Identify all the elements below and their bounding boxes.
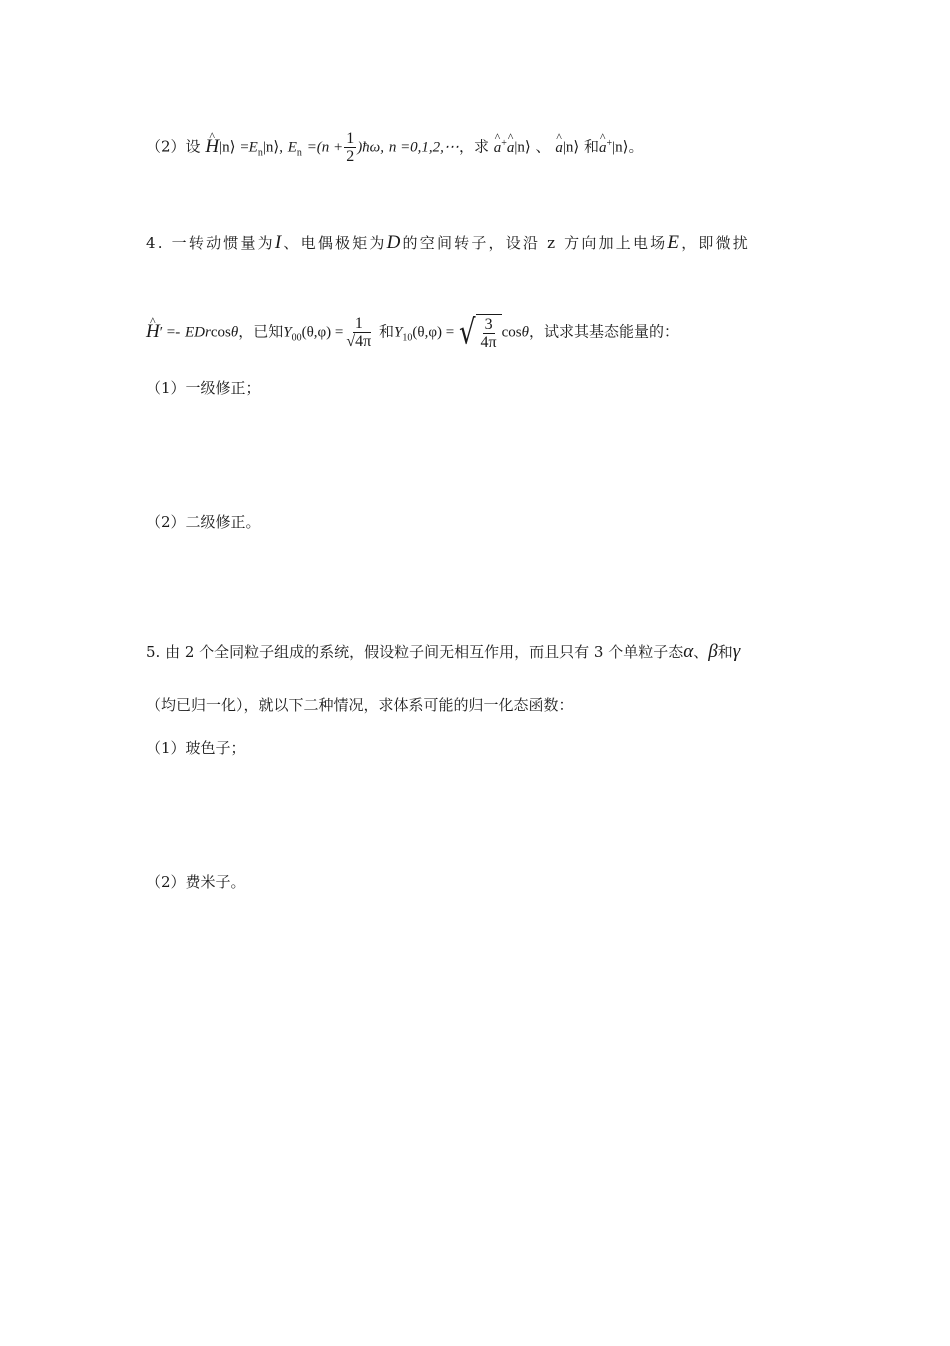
q4-line1 <box>146 233 750 253</box>
y10-subscript: 10 <box>402 332 413 344</box>
beta-symbol: β <box>708 641 718 662</box>
perturbation-hamiltonian: ^ H <box>146 321 160 342</box>
hbar-omega: )ħω, <box>357 139 385 156</box>
args-2: (θ,φ) = <box>412 324 455 341</box>
ket-n-4: |n⟩ <box>562 139 580 156</box>
n-range: n =0,1,2,⋯ <box>388 139 459 156</box>
alpha-symbol: α <box>683 641 694 662</box>
energy-symbol: E <box>248 139 258 156</box>
and-text-2: 和 <box>379 322 395 341</box>
theta-1: θ <box>230 324 239 341</box>
equals-sign: = <box>240 139 249 156</box>
q4-text-c: 的空间转子，设沿 z 方向加上电场 <box>402 234 668 252</box>
q5-sep: 、 <box>693 643 709 661</box>
inertia-symbol: I <box>274 232 284 253</box>
field-symbol: E <box>667 232 682 253</box>
edr-term: EDr <box>185 324 211 341</box>
q5-line1 <box>146 642 740 662</box>
dipole-symbol: D <box>386 232 403 253</box>
separator: 、 <box>535 137 551 156</box>
q3-part2-label: （2）设 <box>146 137 201 156</box>
energy-formula-start: =(n + <box>306 139 344 156</box>
q3-part2-line <box>146 130 643 165</box>
known-text: ，已知 <box>238 322 284 341</box>
q4-part2: （2）二级修正。 <box>146 513 261 531</box>
q5-line2: （均已归一化），就以下二种情况，求体系可能的归一化态函数： <box>146 696 574 714</box>
ket-n-5: |n⟩ <box>612 139 629 156</box>
y-symbol: Y <box>283 324 292 341</box>
energy-symbol-2: E <box>287 139 297 156</box>
ket-n-comma: |n⟩, <box>262 139 283 156</box>
y00-subscript: 00 <box>291 332 302 344</box>
q4-line2 <box>146 314 679 351</box>
q5-part2: （2）费米子。 <box>146 873 246 891</box>
hamiltonian-symbol: ^ H <box>205 136 219 157</box>
theta-2: θ <box>521 324 529 341</box>
a-dagger: ^ a+ <box>599 140 612 156</box>
cos-1: cos <box>210 324 231 341</box>
y-symbol-2: Y <box>394 324 403 341</box>
q4-text-a: 4. 一转动惯量为 <box>146 234 275 252</box>
q4-text-d: ，即微扰 <box>681 234 751 252</box>
q5-and: 和 <box>717 643 733 661</box>
qiu-text: ，求 <box>458 137 489 156</box>
q5-part1: （1）玻色子； <box>146 739 246 757</box>
prime-equals: ′ =- <box>159 324 181 341</box>
args-1: (θ,φ) = <box>301 324 344 341</box>
q5-text-a: 5. 由 2 个全同粒子组成的系统，假设粒子间无相互作用，而且只有 3 个单粒子态 <box>146 643 684 661</box>
period: 。 <box>628 137 644 156</box>
ket-n-3: |n⟩ <box>514 139 531 156</box>
cos-2: cos <box>501 324 522 341</box>
q4-part1: （1）一级修正； <box>146 379 261 397</box>
q4-text-b: 、电偶极矩为 <box>283 234 387 252</box>
ket-n: |n⟩ <box>219 139 236 156</box>
fraction-one-over-sqrt: $\frac{1}{√4\pi}$ <box>346 315 372 350</box>
and-text: 和 <box>583 137 599 156</box>
a-dagger-a: ^ a+^ a <box>494 140 515 156</box>
a-operator: ^ a <box>555 140 563 156</box>
energy-subscript-2: n <box>296 147 302 159</box>
energy-subscript: n <box>257 147 263 159</box>
one-half-fraction: $\frac{1}{2}$ <box>346 130 355 165</box>
gamma-symbol: γ <box>732 641 741 662</box>
sqrt-fraction: √ $\frac{3}{4\pi}$ <box>459 314 502 351</box>
q4-line2-end: ，试求其基态能量的： <box>529 322 680 341</box>
